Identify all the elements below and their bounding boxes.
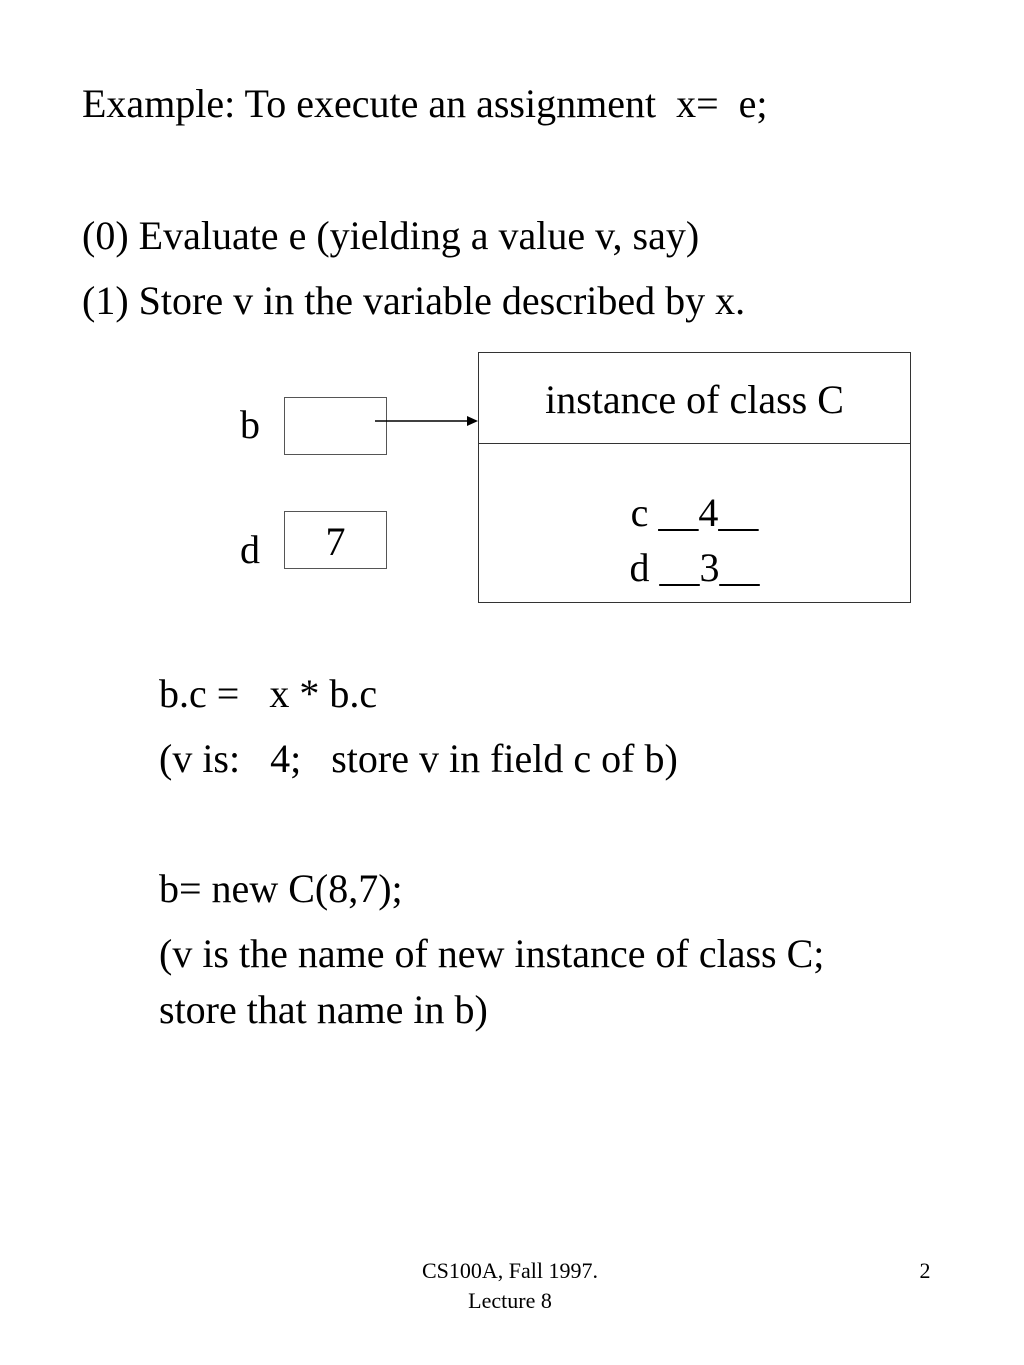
field-c: c __4__ xyxy=(630,490,759,535)
example-2-code: b= new C(8,7); xyxy=(159,866,403,911)
slide-heading: Example: To execute an assignment x= e; xyxy=(82,81,768,126)
example-1-explanation: (v is: 4; store v in field c of b) xyxy=(159,736,678,781)
class-instance-title: instance of class C xyxy=(545,377,844,422)
class-instance-header xyxy=(479,353,910,444)
field-d: d __3__ xyxy=(629,545,760,590)
footer-lecture: Lecture 8 xyxy=(468,1288,552,1313)
class-instance-box xyxy=(478,352,911,603)
page-number: 2 xyxy=(919,1258,931,1283)
variable-d-label: d xyxy=(240,527,260,572)
example-2-explanation-line-1: (v is the name of new instance of class C; xyxy=(159,931,825,976)
step-0: (0) Evaluate e (yielding a value v, say) xyxy=(82,213,700,258)
example-1-code: b.c = x * b.c xyxy=(159,671,378,716)
variable-b-label: b xyxy=(240,402,260,447)
example-2-explanation-line-2: store that name in b) xyxy=(159,987,488,1032)
variable-d-box: 7 xyxy=(284,511,387,569)
footer-course: CS100A, Fall 1997. xyxy=(421,1258,599,1283)
step-1: (1) Store v in the variable described by x. xyxy=(82,278,746,323)
